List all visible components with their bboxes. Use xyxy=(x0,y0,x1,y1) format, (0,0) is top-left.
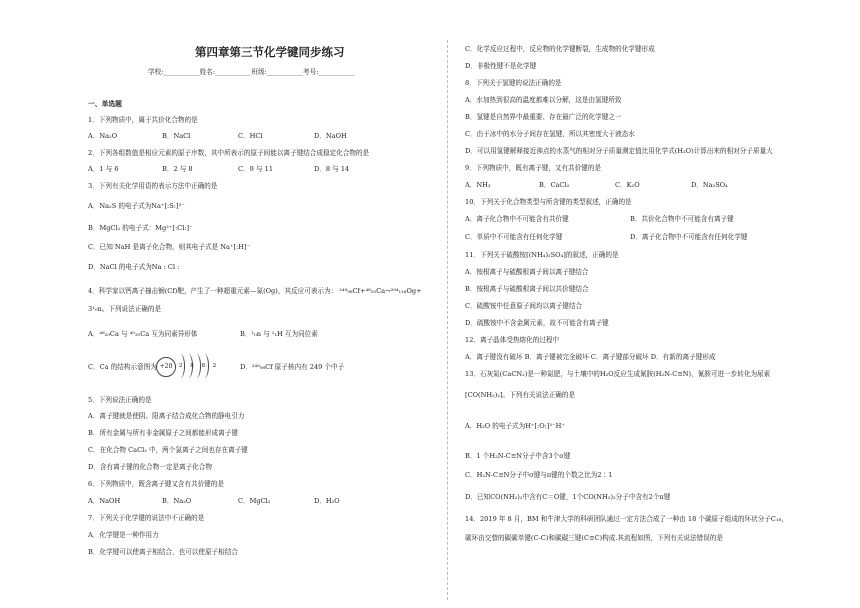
q5-option-b: B．所有金属与所有非金属原子之间都能形成离子键 xyxy=(88,429,238,437)
q4-option-c: C．Ca 的结构示意图为 xyxy=(88,363,157,371)
question-1: 1．下列物质中，属于共价化合物的是 xyxy=(88,116,198,124)
q2-option-b: B．2 与 8 xyxy=(162,165,193,173)
question-4-line2: 3¹₀n。下列说法正确的是 xyxy=(88,305,162,313)
question-13-line1: 13．石灰氮(CaCN₂)是一种氮肥，与土壤中的H₂O反应生成氰胺(H₂N-C≡N)，氰胺可进一步转化为尿素 xyxy=(465,370,771,378)
q8-option-d: D．可以用氢键解释接近沸点的水蒸气的相对分子质量测定值比用化学式(H₂O)计算出来的相对分子质量大 xyxy=(465,147,773,155)
q12-options: A．离子键没有破坏 B．离子键被完全破坏 C．离子键部分破坏 D．有新的离子键形成 xyxy=(465,353,716,361)
q1-option-a: A．Na₂O xyxy=(88,132,118,140)
question-4-line1: 4．科学家以钙离子撞击锎(Cf)靶，产生了一种超重元素—氮(Og)，其反应可表示为： ²⁴⁹₉₈Cf+⁴⁸₂₀Ca→²⁹⁴₁₁₈Og+ xyxy=(88,287,422,295)
question-10: 10．下列关于化合物类型与所含键的类型叙述，正确的是 xyxy=(465,198,632,206)
question-7: 7．下列关于化学键的说法中不正确的是 xyxy=(88,514,205,522)
q7-option-b: B．化学键可以使离子相结合，也可以使原子相结合 xyxy=(88,548,238,556)
q10-option-c: C．单质中不可能含有任何化学键 xyxy=(465,233,563,241)
shell-electron-counts: 2 8 8 2 xyxy=(179,363,220,369)
q5-option-d: D．含有离子键的化合物一定是离子化合物 xyxy=(88,463,212,471)
q13-option-d: D．已知CO(NH₂)₂中含有C＝O键，1个CO(NH₂)₂分子中含有2个π键 xyxy=(465,493,671,501)
question-14-line1: 14．2019 年 8 月，BM 和牛津大学的科研团队通过一定方法合成了一种由 18 个碳原子组成的环状分子C₁₈， xyxy=(465,515,788,523)
q6-option-a: A．NaOH xyxy=(88,497,121,505)
q7-option-d: D．非极性键不是化学键 xyxy=(465,62,537,70)
q6-option-b: B．Na₂O xyxy=(162,497,192,505)
q9-option-d: D．Na₂SO₄ xyxy=(691,181,728,189)
q6-option-c: C．MgCl₂ xyxy=(238,497,271,505)
q11-option-d: D．硫酸铵中不含金属元素，故不可能含有离子键 xyxy=(465,319,609,327)
q10-option-a: A．离子化合物中不可能含有共价键 xyxy=(465,215,569,223)
q6-option-d: D．H₂O xyxy=(314,497,340,505)
question-5: 5．下列说法正确的是 xyxy=(88,396,152,404)
q3-option-b: B．MgCl₂ 的电子式：Mg²⁺[:Cl:]⁻ xyxy=(88,224,193,232)
q1-option-c: C．HCl xyxy=(238,132,263,140)
q1-option-b: B．NaCl xyxy=(162,132,191,140)
question-8: 8．下列关于氢键的说法正确的是 xyxy=(465,79,562,87)
question-14-line2: 碳环由交替的碳碳单键(C-C)和碳碳三键(C≡C)构成.其流程如图，下列有关说法错误的是 xyxy=(465,534,723,542)
student-info-line: 学校:___________姓名:___________班级:___________考号:___________ xyxy=(148,68,355,76)
q5-option-a: A．离子键就是使阴、阳离子结合成化合物的静电引力 xyxy=(88,412,245,420)
question-9: 9．下列物质中，既有离子键，又有共价键的是 xyxy=(465,164,602,172)
q2-option-d: D．8 与 14 xyxy=(314,165,350,173)
question-3: 3．下列有关化学用语的表示方法中正确的是 xyxy=(88,182,218,190)
q13-option-b: B．1 个H₂N-C≡N分子中含3个σ键 xyxy=(465,452,571,460)
q11-option-b: B．铵根离子与硫酸根离子间以共价键结合 xyxy=(465,285,589,293)
q13-option-a: A．H₂O 的电子式为H⁺[:O:]²⁻H⁺ xyxy=(465,422,565,430)
q4-option-b: B．¹₀n 与 ¹₁H 互为同位素 xyxy=(240,330,318,338)
q9-option-b: B．CaCl₂ xyxy=(539,181,570,189)
q7-option-a: A．化学键是一种作用力 xyxy=(88,531,159,539)
q2-option-c: C．9 与 11 xyxy=(238,165,274,173)
q3-option-d: D．NaCl 的电子式为Na : Cl : xyxy=(88,263,180,271)
question-11: 11．下列关于硫酸铵[(NH₄)₂SO₄]的叙述，正确的是 xyxy=(465,251,619,259)
q4-option-a: A．⁴⁸₂₀Ca 与 ⁴⁰₂₀Ca 互为同素异形体 xyxy=(88,330,198,338)
q4-option-d: D．²⁴⁹₉₈Cf 原子核内有 249 个中子 xyxy=(240,363,345,371)
q3-option-c: C．已知 NaH 是离子化合物，则其电子式是 Na⁺[:H]⁻ xyxy=(88,243,251,251)
q8-option-b: B．氢键是自然界中最重要、存在最广泛的化学键之一 xyxy=(465,113,622,121)
calcium-nucleus: +20 xyxy=(156,357,176,377)
question-12: 12．离子晶体受热熔化的过程中 xyxy=(465,336,560,344)
q8-option-c: C．由于冰中的水分子间存在氢键，所以其密度大于液态水 xyxy=(465,130,635,138)
q11-option-c: C．硫酸铵中任意原子间均以离子键结合 xyxy=(465,302,583,310)
q8-option-a: A．水加热到很高的温度都难以分解，这是由氢键所致 xyxy=(465,96,622,104)
page-title: 第四章第三节化学键同步练习 xyxy=(195,45,345,59)
q9-option-c: C．K₂O xyxy=(615,181,640,189)
question-6: 6．下列物质中，既含离子键又含有共价键的是 xyxy=(88,480,225,488)
q10-option-d: D．离子化合物中不可能含有任何化学键 xyxy=(630,233,748,241)
question-13-line2: [CO(NH₂)₂]。下列有关说法正确的是 xyxy=(465,391,576,399)
column-divider xyxy=(447,40,448,600)
q10-option-b: B．共价化合物中不可能含有离子键 xyxy=(630,215,734,223)
q1-option-d: D．NaOH xyxy=(314,132,347,140)
q5-option-c: C．在化合物 CaCl₂ 中，两个氯离子之间也存在离子键 xyxy=(88,446,248,454)
q9-option-a: A．NH₃ xyxy=(465,181,491,189)
q11-option-a: A．铵根离子与硫酸根离子间以离子键结合 xyxy=(465,268,589,276)
section-heading: 一、单选题 xyxy=(88,100,122,108)
q7-option-c: C．化学反应过程中，反应物的化学键断裂，生成物的化学键形成 xyxy=(465,45,655,53)
q2-option-a: A．1 与 6 xyxy=(88,165,119,173)
q3-option-a: A．Na₂S 的电子式为Na⁺[:S:]²⁻ xyxy=(88,202,185,210)
question-2: 2．下列各组数值是相应元素的原子序数，其中所表示的原子间能以离子键结合成稳定化合物的是 xyxy=(88,149,370,157)
q13-option-c: C．H₂N-C≡N分子中σ键与π键的个数之比为2∶1 xyxy=(465,471,613,479)
